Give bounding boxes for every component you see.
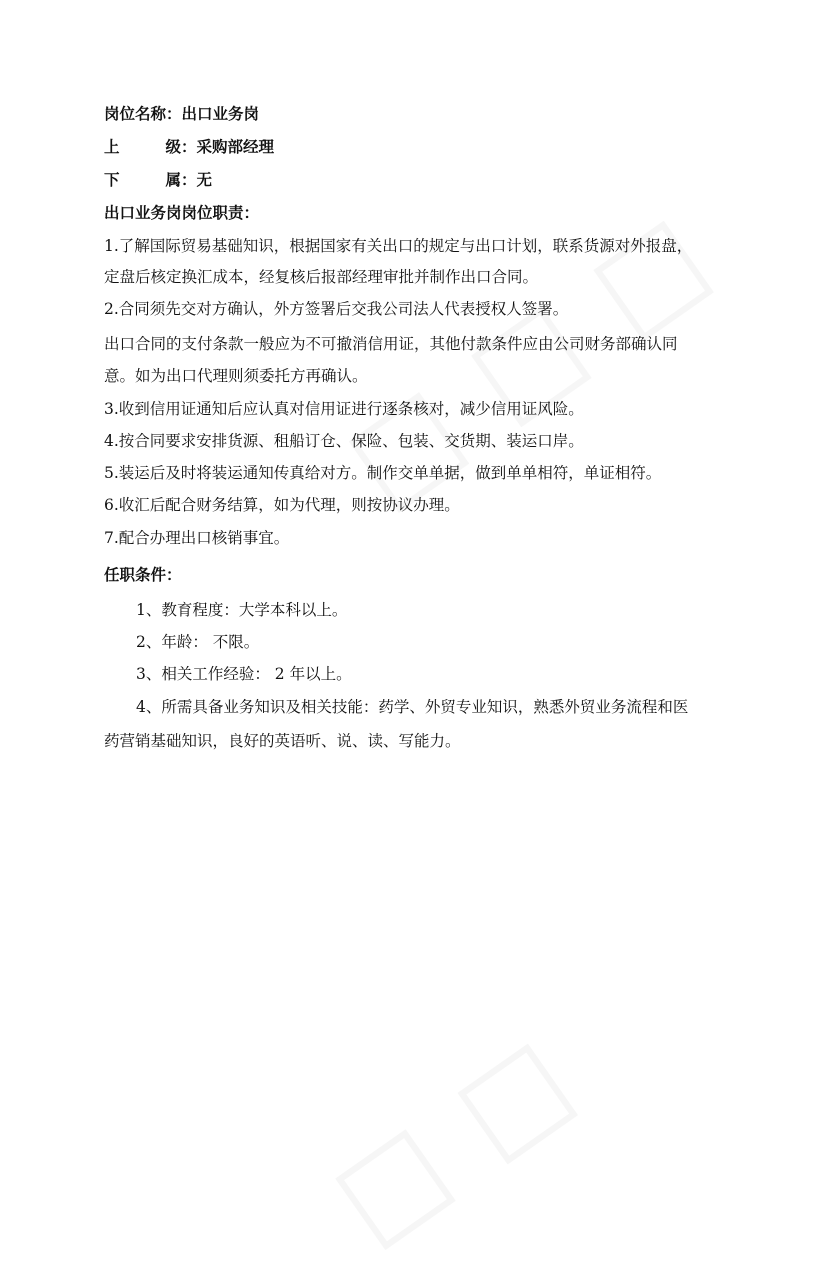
requirement-line: 3、相关工作经验： 2 年以上。 xyxy=(136,665,352,683)
duty-line: 7.配合办理出口核销事宜。 xyxy=(104,529,290,547)
duty-line: 定盘后核定换汇成本，经复核后报部经理审批并制作出口合同。 xyxy=(104,268,539,286)
duty-line: 出口合同的支付条款一般应为不可撤消信用证，其他付款条件应由公司财务部确认同 xyxy=(104,335,678,353)
position-name-row xyxy=(104,104,259,124)
subordinate-value: 无 xyxy=(196,171,213,189)
superior-value: 采购部经理 xyxy=(196,138,275,156)
duty-line: 6.收汇后配合财务结算，如为代理，则按协议办理。 xyxy=(104,496,460,514)
duty-line: 3.收到信用证通知后应认真对信用证进行逐条核对，减少信用证风险。 xyxy=(104,400,584,418)
position-value: 出口业务岗 xyxy=(181,105,260,123)
subordinate-label-1: 下 xyxy=(104,171,120,189)
duty-line: 2.合同须先交对方确认，外方签署后交我公司法人代表授权人签署。 xyxy=(104,300,569,318)
requirements-heading: 任职条件： xyxy=(104,566,182,584)
subordinate-label-2: 属： xyxy=(165,171,197,189)
duty-line: 意。如为出口代理则须委托方再确认。 xyxy=(104,367,368,385)
requirement-line: 药营销基础知识，良好的英语听、说、读、写能力。 xyxy=(104,732,461,750)
position-label: 岗位名称： xyxy=(104,105,182,123)
duty-line: 4.按合同要求安排货源、租船订仓、保险、包装、交货期、装运口岸。 xyxy=(104,432,584,450)
requirement-line: 1、教育程度：大学本科以上。 xyxy=(136,601,348,619)
requirement-line: 4、所需具备业务知识及相关技能：药学、外贸专业知识，熟悉外贸业务流程和医 xyxy=(136,698,689,716)
superior-label-1: 上 xyxy=(104,138,120,156)
superior-row xyxy=(104,137,274,157)
requirement-line: 2、年龄： 不限。 xyxy=(136,633,260,651)
duties-heading: 出口业务岗岗位职责： xyxy=(104,204,260,222)
superior-label-2: 级： xyxy=(165,138,197,156)
subordinate-row xyxy=(104,170,212,190)
duty-line: 5.装运后及时将装运通知传真给对方。制作交单单据，做到单单相符，单证相符。 xyxy=(104,464,662,482)
watermark-bottom xyxy=(313,1019,603,1280)
duty-line: 1.了解国际贸易基础知识，根据国家有关出口的规定与出口计划，联系货源对外报盘， xyxy=(104,237,693,255)
